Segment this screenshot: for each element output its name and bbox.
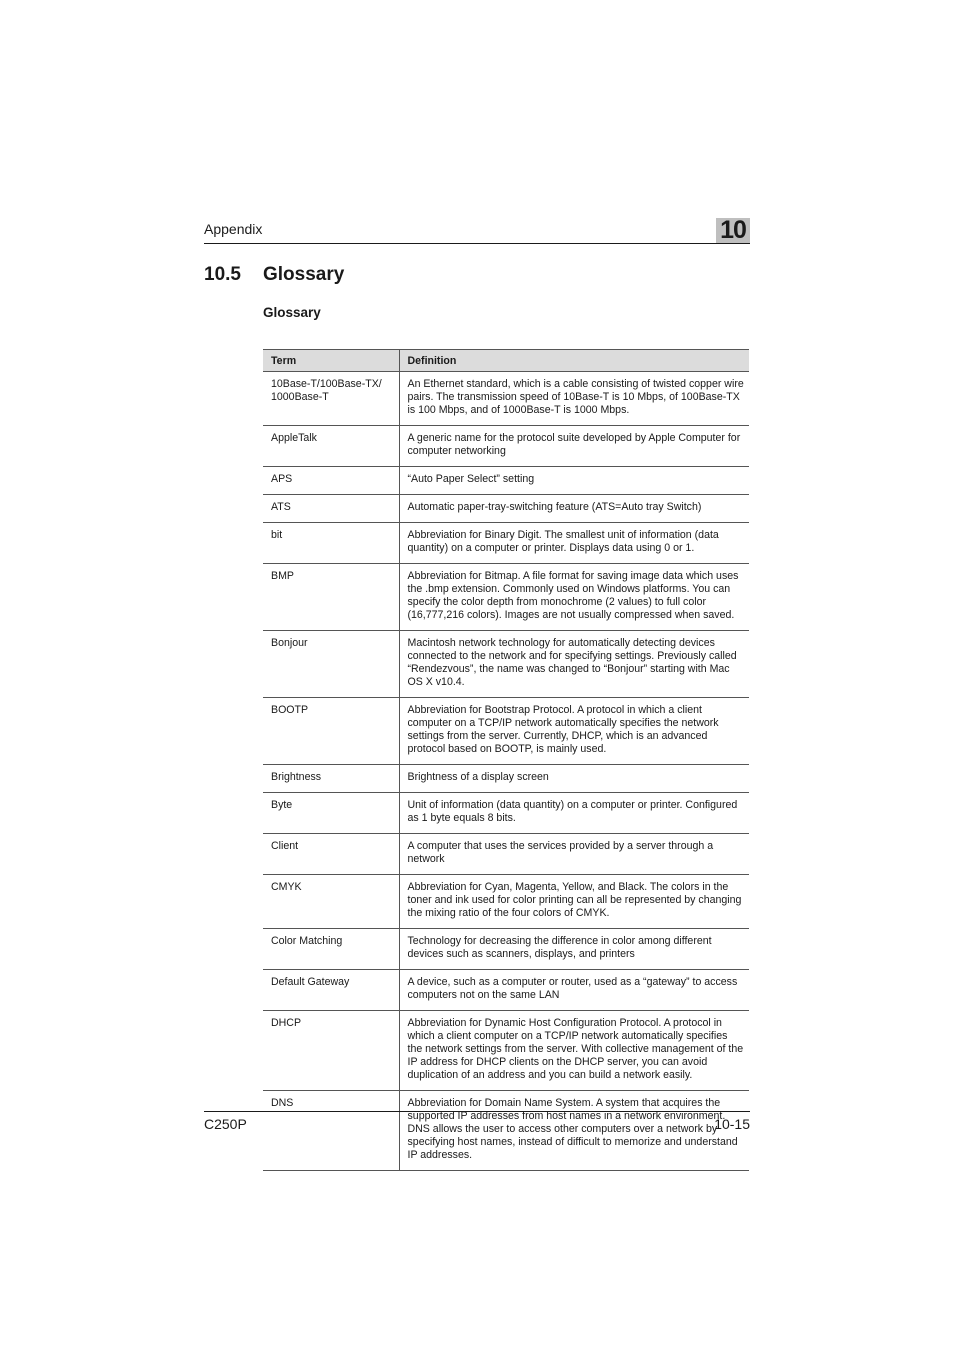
term-cell: BOOTP (263, 698, 399, 765)
definition-cell: Abbreviation for Dynamic Host Configuration Protocol. A protocol in which a client computer on a TCP/IP network automatically specifies the network settings from the server. With collective management of the IP address for DHCP clients on the DHCP server, you can avoid duplication of an address and you can build a network easily. (399, 1011, 749, 1091)
page-footer (204, 1111, 750, 1132)
footer-page-number: 10-15 (714, 1116, 750, 1132)
table-row (263, 372, 749, 426)
table-header-row (263, 350, 749, 372)
table-row (263, 523, 749, 564)
table-row (263, 495, 749, 523)
term-cell: BMP (263, 564, 399, 631)
definition-cell: Abbreviation for Bootstrap Protocol. A protocol in which a client computer on a TCP/IP network automatically specifies the network settings from the server. Currently, DHCP, which is an advanced protocol based on BOOTP, is mainly used. (399, 698, 749, 765)
subsection-title: Glossary (263, 305, 321, 320)
term-cell: Byte (263, 793, 399, 834)
definition-cell: Abbreviation for Cyan, Magenta, Yellow, and Black. The colors in the toner and ink used for color printing can all be represented by changing the mixing ratio of the four colors of CMYK. (399, 875, 749, 929)
table-row (263, 875, 749, 929)
term-cell: 10Base-T/100Base-TX/ 1000Base-T (263, 372, 399, 426)
page-header (204, 218, 750, 244)
table-row (263, 426, 749, 467)
definition-cell: Brightness of a display screen (399, 765, 749, 793)
column-header-definition: Definition (399, 350, 749, 372)
term-cell: Default Gateway (263, 970, 399, 1011)
table-row (263, 1091, 749, 1171)
definition-cell: Abbreviation for Binary Digit. The smallest unit of information (data quantity) on a computer or printer. Displays data using 0 or 1. (399, 523, 749, 564)
definition-cell: Unit of information (data quantity) on a computer or printer. Configured as 1 byte equals 8 bits. (399, 793, 749, 834)
definition-cell: “Auto Paper Select” setting (399, 467, 749, 495)
table-row (263, 1011, 749, 1091)
definition-cell: Technology for decreasing the difference in color among different devices such as scanners, displays, and printers (399, 929, 749, 970)
table-row (263, 698, 749, 765)
table-row (263, 564, 749, 631)
definition-cell: A generic name for the protocol suite developed by Apple Computer for computer networking (399, 426, 749, 467)
term-cell: Client (263, 834, 399, 875)
table-row (263, 793, 749, 834)
table-row (263, 765, 749, 793)
term-cell: AppleTalk (263, 426, 399, 467)
term-cell: Bonjour (263, 631, 399, 698)
section-title-text: Glossary (263, 264, 345, 285)
glossary-table (263, 349, 749, 1171)
term-cell: Color Matching (263, 929, 399, 970)
definition-cell: Automatic paper-tray-switching feature (ATS=Auto tray Switch) (399, 495, 749, 523)
table-row (263, 970, 749, 1011)
definition-cell: Abbreviation for Domain Name System. A system that acquires the supported IP addresses from host names in a network environment. DNS allows the user to access other computers over a network by specifying host names, instead of difficult to memorize and understand IP addresses. (399, 1091, 749, 1171)
section-title (204, 264, 344, 286)
footer-model: C250P (204, 1116, 247, 1132)
column-header-term: Term (263, 350, 399, 372)
table-row (263, 631, 749, 698)
term-cell: bit (263, 523, 399, 564)
definition-cell: An Ethernet standard, which is a cable consisting of twisted copper wire pairs. The transmission speed of 10Base-T is 10 Mbps, of 100Base-TX is 100 Mbps, and of 1000Base-T is 1000 Mbps. (399, 372, 749, 426)
definition-cell: Abbreviation for Bitmap. A file format for saving image data which uses the .bmp extension. Commonly used on Windows platforms. You can specify the color depth from monochrome (2 values) to full color (16,777,216 colors). Images are not usually compressed when saved. (399, 564, 749, 631)
table-row (263, 834, 749, 875)
term-cell: APS (263, 467, 399, 495)
definition-cell: Macintosh network technology for automatically detecting devices connected to the network and for specifying settings. Previously called “Rendezvous”, the name was changed to “Bonjour” starting with Mac OS X v10.4. (399, 631, 749, 698)
term-cell: CMYK (263, 875, 399, 929)
glossary-table-body (263, 372, 749, 1171)
term-cell: DNS (263, 1091, 399, 1171)
table-row (263, 467, 749, 495)
term-cell: Brightness (263, 765, 399, 793)
definition-cell: A device, such as a computer or router, used as a “gateway” to access computers not on the same LAN (399, 970, 749, 1011)
term-cell: DHCP (263, 1011, 399, 1091)
section-number: 10.5 (204, 264, 241, 285)
table-row (263, 929, 749, 970)
term-cell: ATS (263, 495, 399, 523)
chapter-number-badge: 10 (716, 218, 750, 243)
definition-cell: A computer that uses the services provided by a server through a network (399, 834, 749, 875)
header-label: Appendix (204, 221, 263, 237)
